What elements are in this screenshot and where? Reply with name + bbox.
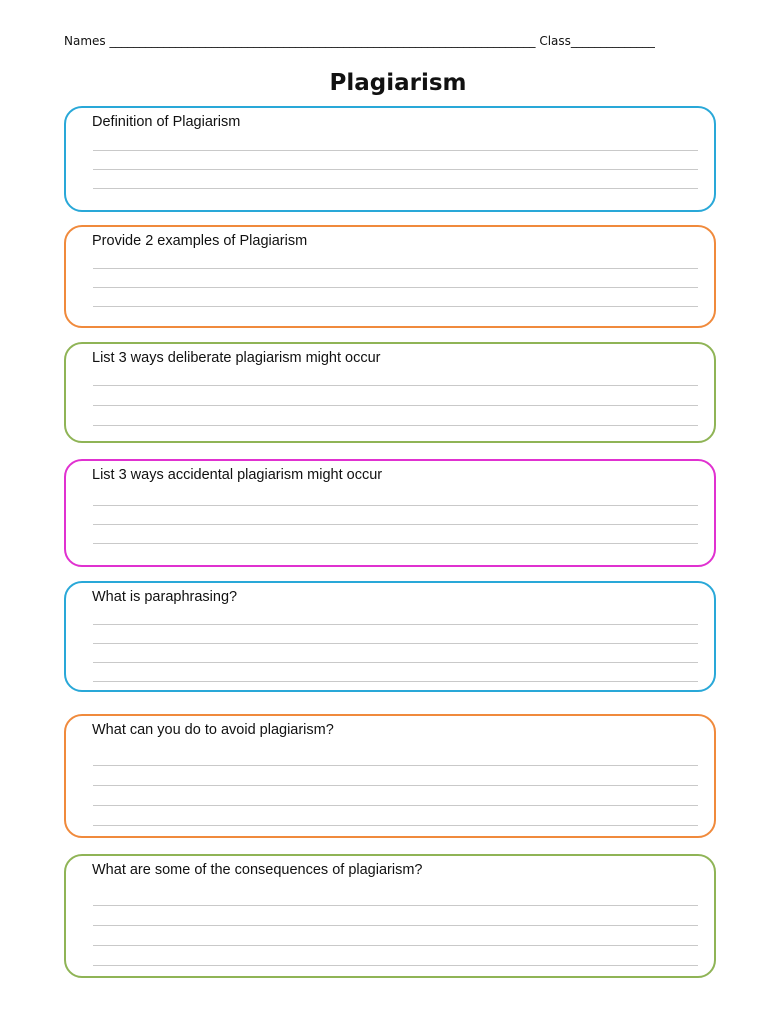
section-prompt: Definition of Plagiarism (92, 114, 241, 130)
answer-line[interactable] (93, 287, 698, 288)
answer-line[interactable] (93, 681, 698, 682)
answer-line[interactable] (93, 524, 698, 525)
section-paraphrasing (64, 581, 716, 692)
section-definition (64, 106, 716, 212)
answer-line[interactable] (93, 268, 698, 269)
section-prompt: What can you do to avoid plagiarism? (92, 722, 334, 738)
answer-line[interactable] (93, 825, 698, 826)
section-prompt: What is paraphrasing? (92, 589, 238, 605)
section-prompt: Provide 2 examples of Plagiarism (92, 233, 308, 249)
section-accidental (64, 459, 716, 567)
answer-line[interactable] (93, 765, 698, 766)
class-blank[interactable]: ______________ (570, 34, 655, 48)
answer-line[interactable] (93, 925, 698, 926)
answer-line[interactable] (93, 505, 698, 506)
answer-line[interactable] (93, 150, 698, 151)
answer-line[interactable] (93, 169, 698, 170)
answer-line[interactable] (93, 945, 698, 946)
answer-line[interactable] (93, 543, 698, 544)
page-title: Plagiarism (329, 70, 467, 96)
section-prompt: List 3 ways accidental plagiarism might occur (92, 467, 383, 483)
answer-line[interactable] (93, 385, 698, 386)
section-deliberate (64, 342, 716, 443)
section-avoid (64, 714, 716, 838)
section-examples (64, 225, 716, 328)
answer-line[interactable] (93, 643, 698, 644)
answer-line[interactable] (93, 306, 698, 307)
section-consequences (64, 854, 716, 978)
section-prompt: List 3 ways deliberate plagiarism might occur (92, 350, 381, 366)
class-label: Class (539, 34, 571, 48)
section-prompt: What are some of the consequences of plagiarism? (92, 862, 423, 878)
answer-line[interactable] (93, 905, 698, 906)
answer-line[interactable] (93, 405, 698, 406)
answer-line[interactable] (93, 425, 698, 426)
answer-line[interactable] (93, 805, 698, 806)
answer-line[interactable] (93, 624, 698, 625)
names-label: Names (64, 34, 106, 48)
names-blank[interactable]: _______________________________________________________________________ (109, 34, 536, 48)
answer-line[interactable] (93, 785, 698, 786)
answer-line[interactable] (93, 965, 698, 966)
answer-line[interactable] (93, 662, 698, 663)
header-line (64, 34, 655, 48)
answer-line[interactable] (93, 188, 698, 189)
